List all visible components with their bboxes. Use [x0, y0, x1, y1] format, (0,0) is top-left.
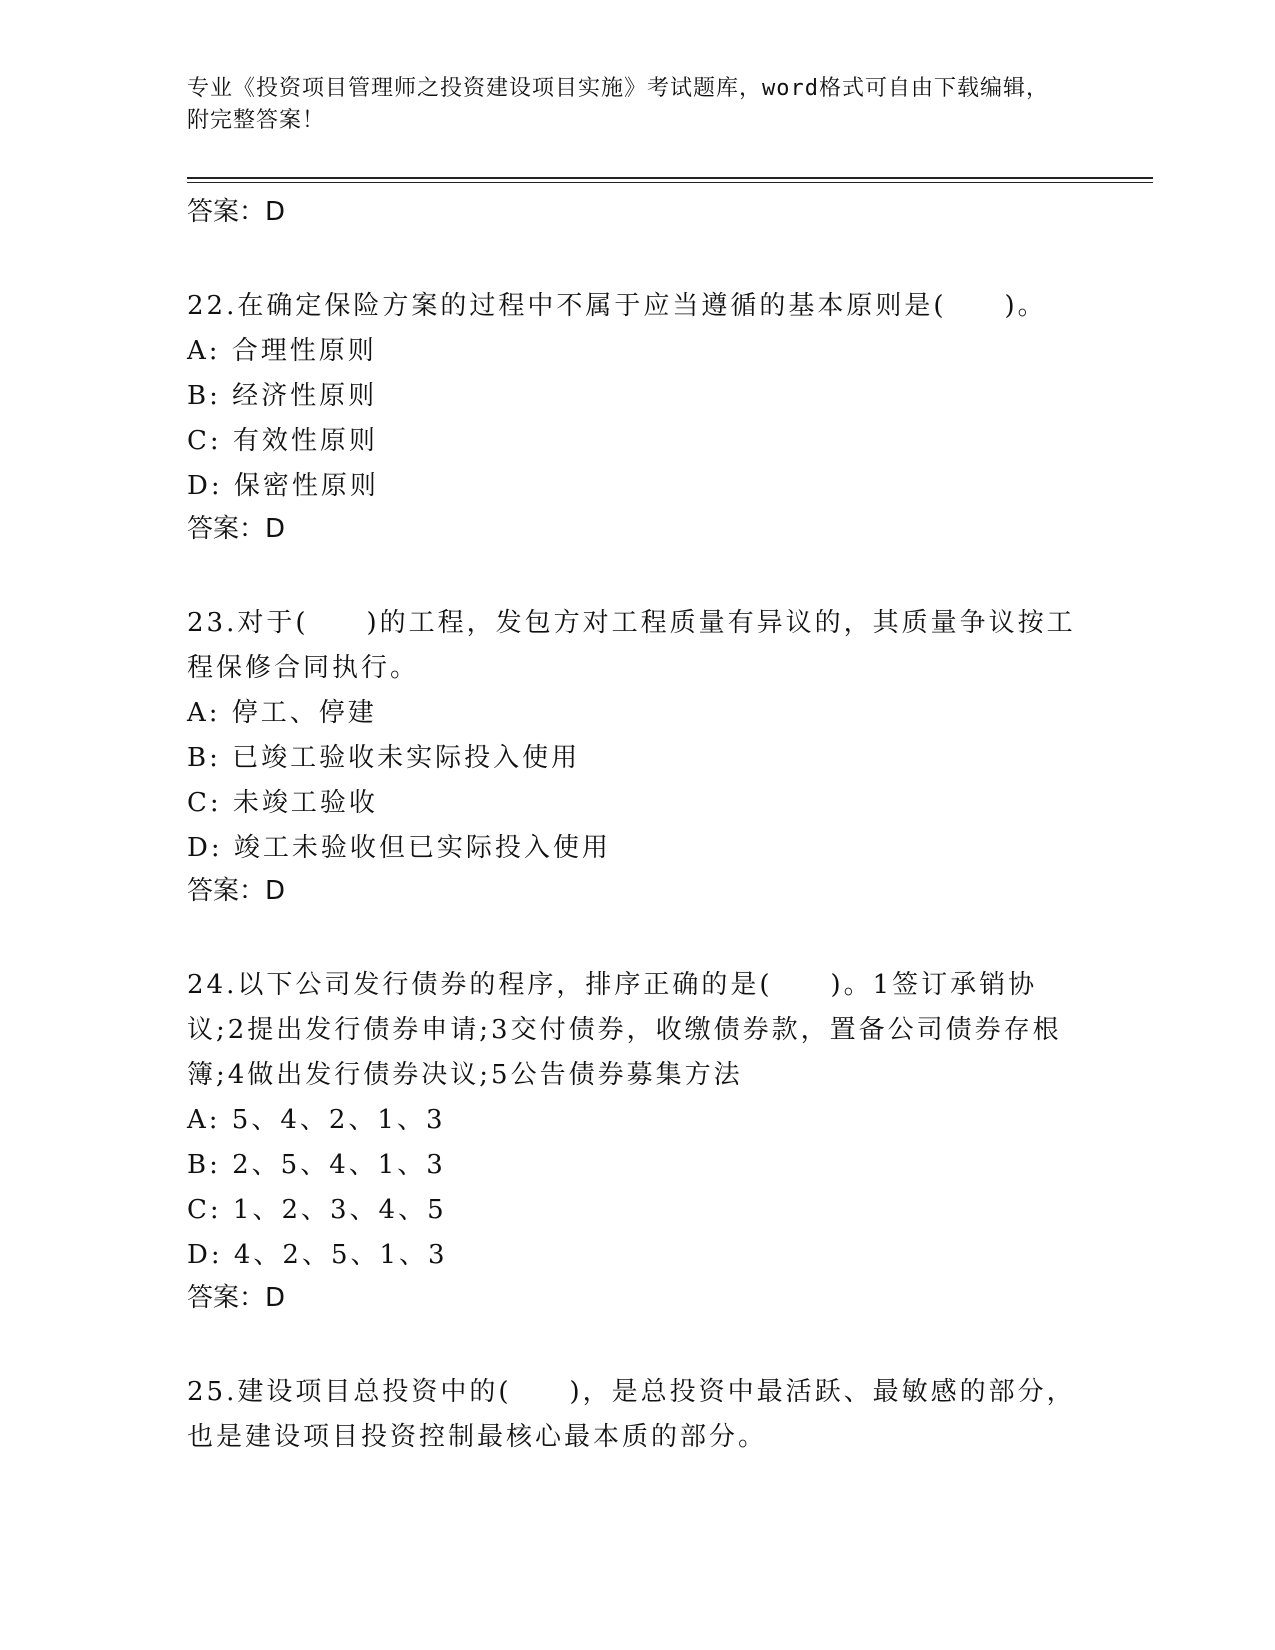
- answer-line: 答案：D: [187, 1283, 286, 1313]
- option-d: D: 4、2、5、1、3: [187, 1240, 448, 1270]
- header-divider-thin: [187, 182, 1153, 183]
- answer-line: 答案：D: [187, 514, 286, 544]
- option-c: C: 未竣工验收: [187, 788, 378, 818]
- option-a: A: 停工、停建: [187, 698, 377, 728]
- question-23: [187, 601, 1087, 911]
- question-stem: 23.对于( )的工程，发包方对工程质量有异议的，其质量争议按工程保修合同执行。: [187, 608, 1076, 683]
- option-a: A: 合理性原则: [187, 336, 377, 366]
- page-header: 专业《投资项目管理师之投资建设项目实施》考试题库，word格式可自由下载编辑，附完整答案！: [187, 76, 1049, 133]
- option-b: B: 经济性原则: [187, 381, 378, 411]
- option-c: C: 有效性原则: [187, 426, 378, 456]
- question-list: [187, 190, 1087, 1460]
- answer-line: 答案：D: [187, 197, 286, 227]
- header-divider-thick: [187, 177, 1153, 179]
- question-22: [187, 284, 1087, 549]
- question-stem: 22.在确定保险方案的过程中不属于应当遵循的基本原则是( )。: [187, 291, 1047, 321]
- option-b: B: 已竣工验收未实际投入使用: [187, 743, 581, 773]
- option-a: A: 5、4、2、1、3: [187, 1105, 446, 1135]
- option-d: D: 竣工未验收但已实际投入使用: [187, 833, 611, 863]
- option-b: B: 2、5、4、1、3: [187, 1150, 446, 1180]
- question-24: [187, 963, 1087, 1318]
- question-stem: 25.建设项目总投资中的( )，是总投资中最活跃、最敏感的部分，也是建设项目投资控制最核心最本质的部分。: [187, 1377, 1076, 1452]
- question-25: [187, 1370, 1087, 1460]
- answer-line: 答案：D: [187, 876, 286, 906]
- question-stem: 24.以下公司发行债券的程序，排序正确的是( )。1签订承销协议;2提出发行债券申请;3交付债券，收缴债券款，置备公司债券存根簿;4做出发行债券决议;5公告债券募集方法: [187, 970, 1062, 1090]
- option-d: D: 保密性原则: [187, 471, 379, 501]
- option-c: C: 1、2、3、4、5: [187, 1195, 447, 1225]
